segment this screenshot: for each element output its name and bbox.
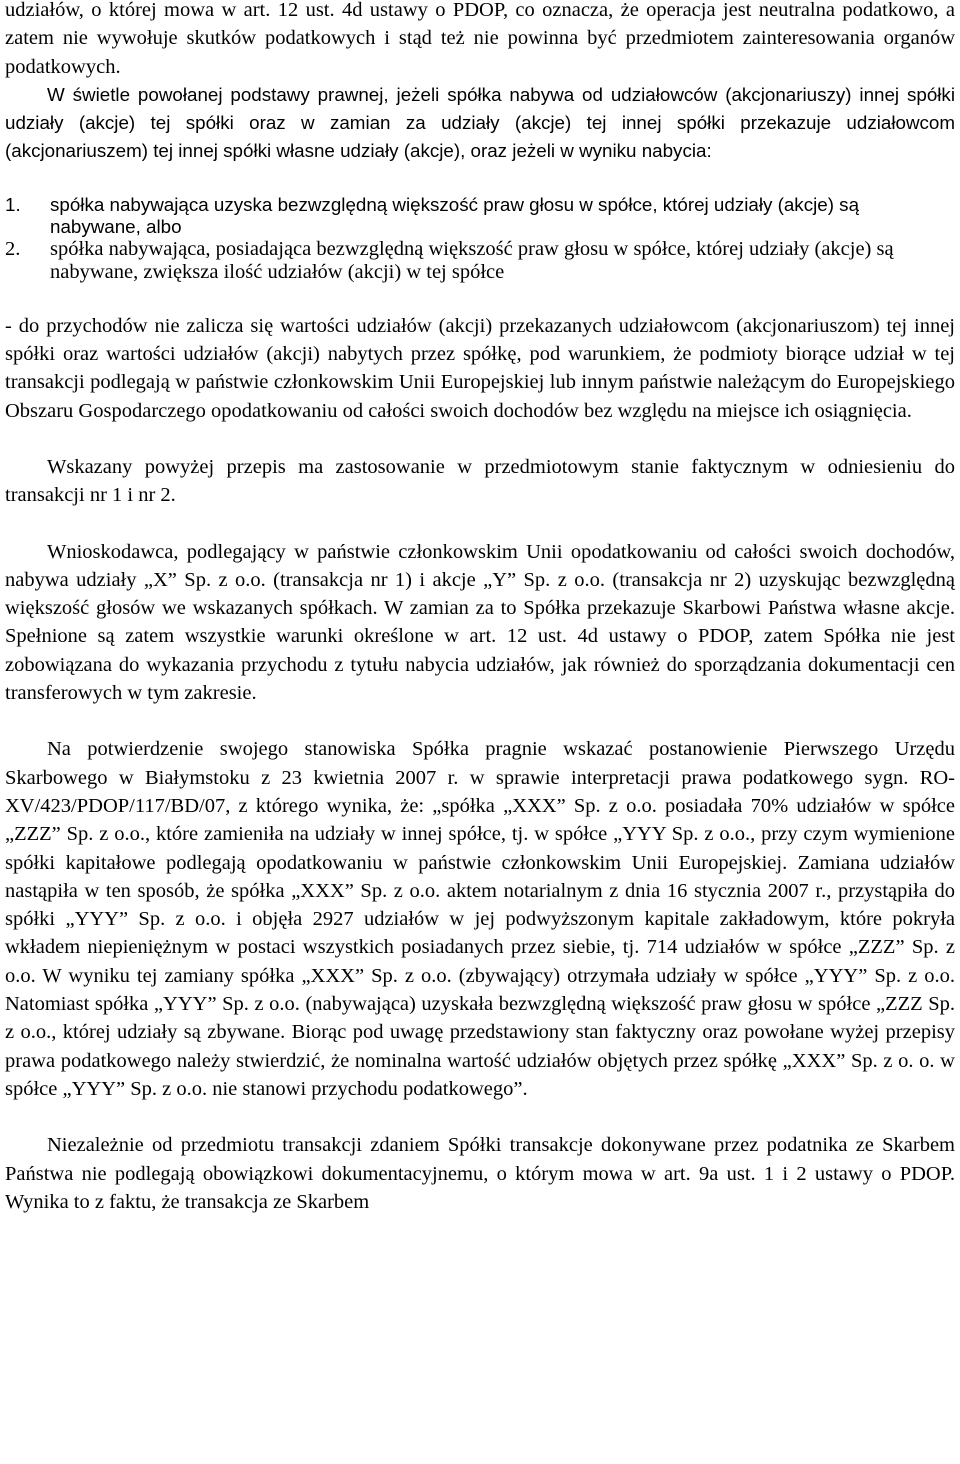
paragraph-applicability: Wskazany powyżej przepis ma zastosowanie w przedmiotowym stanie faktycznym w odniesieniu do transakcji nr 1 i nr 2. [5, 455, 955, 507]
list-item [5, 238, 955, 284]
list-item-number: 2. [5, 237, 21, 260]
list-item-text: spółka nabywająca, posiadająca bezwzględną większość praw głosu w spółce, której udziały (akcje) są nabywane, zwiększa ilość udziałów (akcji) w tej spółce [50, 237, 894, 283]
paragraph-ruling-citation: Na potwierdzenie swojego stanowiska Spółka pragnie wskazać postanowienie Pierwszego Urzędu Skarbowego w Białymstoku z 23 kwietnia 2007 r. w sprawie interpretacji prawa podatkowego sygn. RO-XV/423/PDOP/117/BD/07, z którego wynika, że: „spółka „XXX” Sp. z o.o. posiadała 70% udziałów w spółce „ZZZ” Sp. z o.o., które zamieniła na udziały w innej spółce, tj. w spółce „YYY Sp. z o.o., przy czym wymienione spółki kapitałowe podlegają opodatkowaniu w państwie członkowskim Unii Europejskiej. Zamiana udziałów nastąpiła w ten sposób, że spółka „XXX” Sp. z o.o. aktem notarialnym z dnia 16 stycznia 2007 r., przystąpiła do spółki „YYY” Sp. z o.o. i objęła 2927 udziałów w jej podwyższonym kapitale zakładowym, które pokryła wkładem niepieniężnym w postaci wszystkich posiadanych przez siebie, tj. 714 udziałów w spółce „ZZZ” Sp. z o.o. W wyniku tej zamiany spółka „XXX” Sp. z o.o. (zbywający) otrzymała udziały w spółce „YYY” Sp. z o.o. Natomiast spółka „YYY” Sp. z o.o. (nabywająca) uzyskała bezwzględną większość praw głosu w spółce „ZZZ Sp. z o.o., której udziały są zbywane. Biorąc pod uwagę przedstawiony stan faktyczny oraz powołane wyżej przepisy prawa podatkowego należy stwierdzić, że nominalna wartość udziałów objętych przez spółkę „XXX” Sp. z o. o. w spółce „YYY” Sp. z o.o. nie stanowi przychodu podatkowego”. [5, 738, 955, 1100]
paragraph-intro-continuation: udziałów, o której mowa w art. 12 ust. 4d ustawy o PDOP, co oznacza, że operacja jest neutralna podatkowo, a zatem nie wywołuje skutków podatkowych i stąd też nie powinna być przedmiotem zainteresowania organów podatkowych. [5, 0, 955, 78]
paragraph-legal-basis: W świetle powołanej podstawy prawnej, jeżeli spółka nabywa od udziałowców (akcjonariuszy) innej spółki udziały (akcje) tej spółki oraz w zamian za udziały (akcje) tej innej spółki przekazuje udziałowcom (akcjonariuszem) tej innej spółki własne udziały (akcje), oraz jeżeli w wyniku nabycia: [5, 83, 955, 162]
document-page [5, 0, 955, 1216]
list-item-number: 1. [5, 193, 21, 215]
list-item [5, 194, 955, 238]
paragraph-exclusion-rule: - do przychodów nie zalicza się wartości udziałów (akcji) przekazanych udziałowcom (akcjonariuszom) tej innej spółki oraz wartości udziałów (akcji) nabytych przez spółkę, pod warunkiem, że podmioty biorące udział w tej transakcji podlegają w państwie członkowskim Unii Europejskiej lub innym państwie należącym do Europejskiego Obszaru Gospodarczego opodatkowaniu od całości swoich dochodów bez względu na miejsce ich osiągnięcia. [5, 314, 955, 422]
list-item-text: spółka nabywająca uzyska bezwzględną większość praw głosu w spółce, której udziały (akcje) są nabywane, albo [50, 193, 860, 237]
conditions-list [5, 194, 955, 284]
paragraph-applicant: Wnioskodawca, podlegający w państwie członkowskim Unii opodatkowaniu od całości swoich dochodów, nabywa udziały „X” Sp. z o.o. (transakcja nr 1) i akcje „Y” Sp. z o.o. (transakcja nr 2) uzyskując bezwzględną większość głosów we wskazanych spółkach. W zamian za to Spółka przekazuje Skarbowi Państwa własne akcje. Spełnione są zatem wszystkie warunki określone w art. 12 ust. 4d ustawy o PDOP, zatem Spółka nie jest zobowiązana do wykazania przychodu z tytułu nabycia udziałów, jak również do sporządzania dokumentacji cen transferowych w tym zakresie. [5, 540, 955, 705]
paragraph-documentation: Niezależnie od przedmiotu transakcji zdaniem Spółki transakcje dokonywane przez podatnika ze Skarbem Państwa nie podlegają obowiązkowi dokumentacyjnemu, o którym mowa w art. 9a ust. 1 i 2 ustawy o PDOP. Wynika to z faktu, że transakcja ze Skarbem [5, 1134, 955, 1213]
